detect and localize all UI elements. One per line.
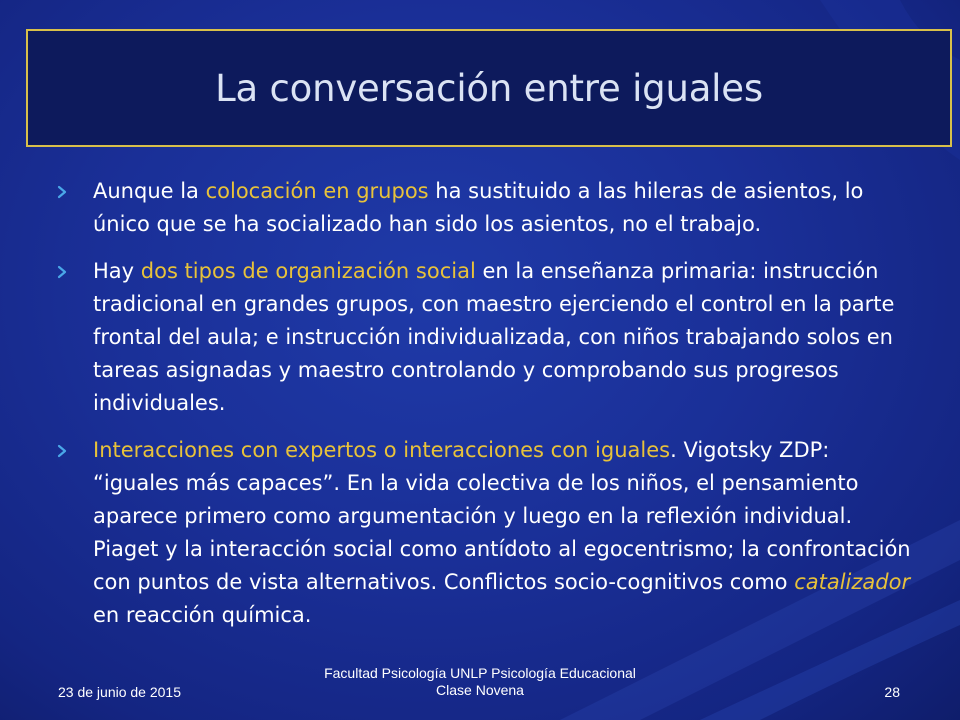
text-segment: Hay: [93, 259, 141, 283]
footer-class: Clase Novena: [436, 682, 524, 698]
bullet-list: [56, 175, 916, 646]
chevron-right-icon: [56, 434, 74, 467]
highlighted-text: colocación en grupos: [205, 179, 429, 203]
bullet-text: [93, 179, 863, 236]
text-segment: ha sustituido a las hileras de asientos, lo único que se ha socializado han sido los asientos, no el trabajo.: [93, 179, 864, 236]
highlighted-text: dos tipos de organización social: [140, 259, 476, 283]
text-segment: en reacción química.: [93, 603, 312, 627]
bullet-item: [56, 255, 916, 420]
chevron-right-icon: [56, 175, 74, 208]
chevron-right-icon: [56, 255, 74, 288]
slide-title: La conversación entre iguales: [215, 66, 763, 110]
page-number: 28: [884, 684, 900, 700]
footer-institution: Facultad Psicología UNLP Psicología Educacional: [324, 665, 636, 681]
bullet-item: [56, 434, 916, 632]
highlighted-text: Interacciones con expertos o interacciones con iguales: [93, 438, 671, 462]
text-segment: . Vigotsky ZDP: “iguales más capaces”. En la vida colectiva de los niños, el pensamiento aparece primero como argumentación y luego en la reflexión individual. Piaget y la interacción social como antídoto al egocentrismo; la confrontación con puntos de vista alternativos. Conflictos socio-cognitivos como: [93, 438, 911, 594]
footer-center: [280, 665, 680, 699]
footer-date: 23 de junio de 2015: [58, 684, 181, 700]
text-segment: Aunque la: [93, 179, 206, 203]
bullet-text: [93, 438, 911, 627]
bullet-text: [93, 259, 894, 415]
title-box: [26, 29, 952, 147]
bullet-item: [56, 175, 916, 241]
highlighted-text: catalizador: [794, 570, 911, 594]
text-segment: en la enseñanza primaria: instrucción tradicional en grandes grupos, con maestro ejerciendo el control en la parte frontal del aula; e instrucción individualizada, con niños trabajando solos en tareas asignadas y maestro controlando y comprobando sus progresos individuales.: [93, 259, 895, 415]
